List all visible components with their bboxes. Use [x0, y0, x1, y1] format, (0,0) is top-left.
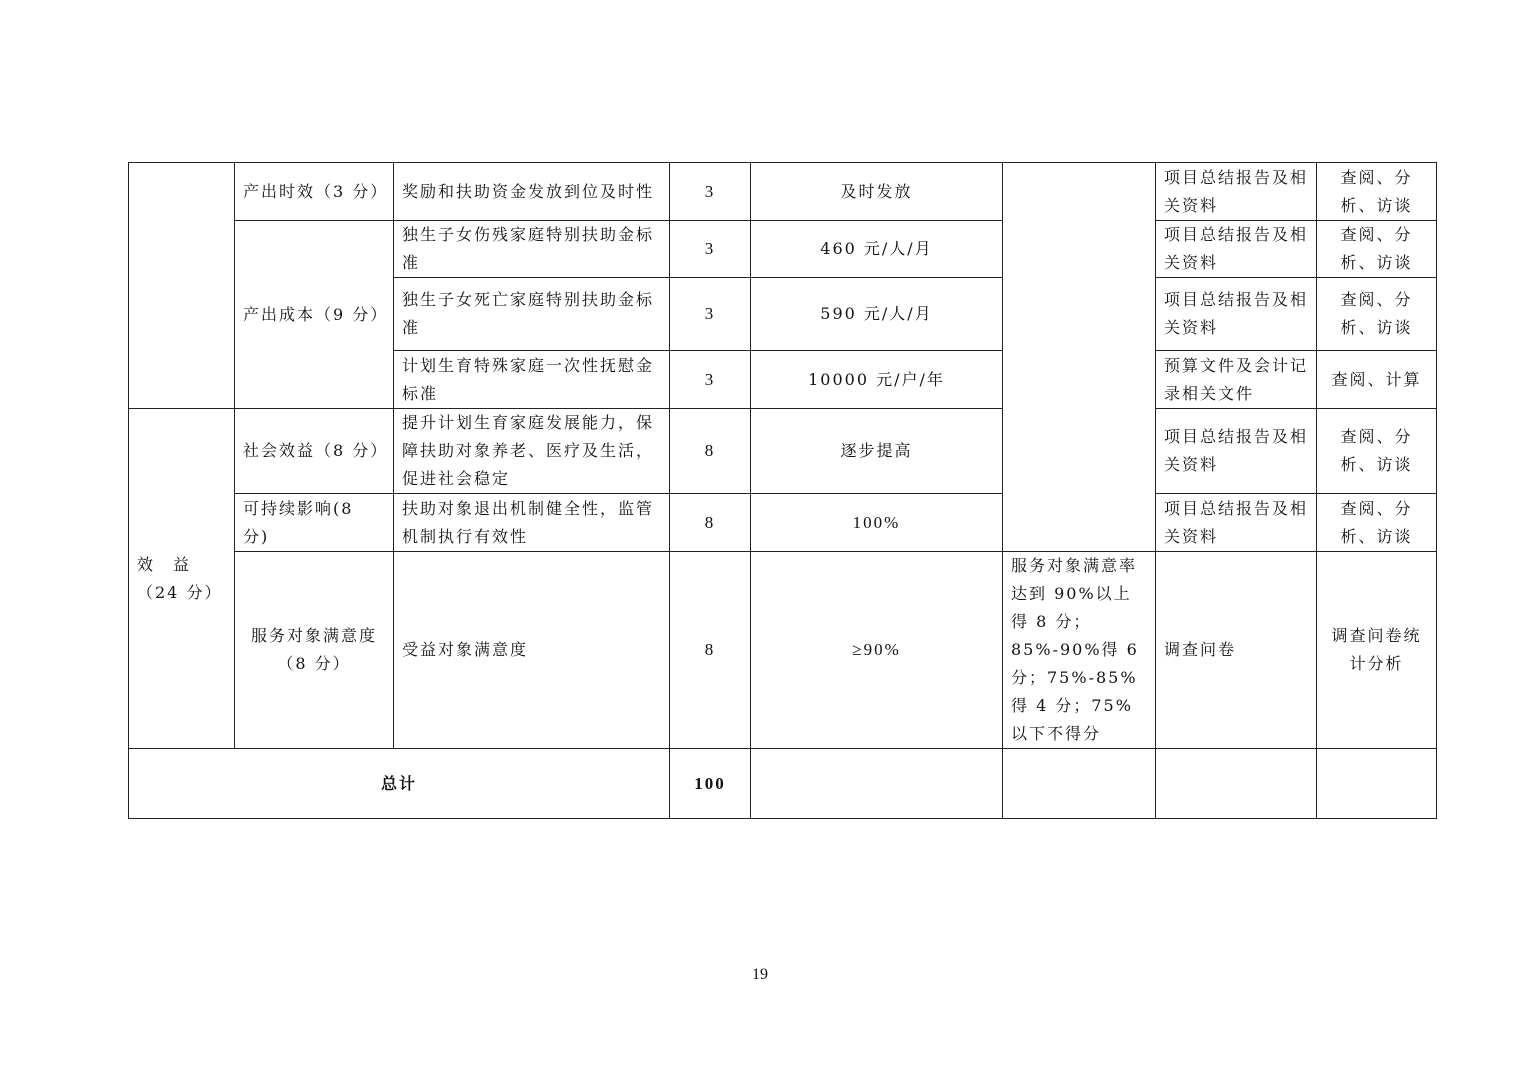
evaluation-method: 查阅、分析、访谈 [1317, 494, 1437, 552]
evidence-source: 预算文件及会计记录相关文件 [1156, 351, 1317, 409]
table-row [129, 552, 1437, 749]
score: 3 [670, 221, 751, 278]
target-value: ≥90% [751, 552, 1003, 749]
evaluation-method: 查阅、计算 [1317, 351, 1437, 409]
evidence-source: 项目总结报告及相关资料 [1156, 494, 1317, 552]
table-row [129, 409, 1437, 494]
indicator-name: 计划生育特殊家庭一次性抚慰金标准 [394, 351, 670, 409]
indicator-name: 扶助对象退出机制健全性，监管机制执行有效性 [394, 494, 670, 552]
tertiary-indicator: 可持续影响(8 分) [235, 494, 394, 552]
evidence-source: 项目总结报告及相关资料 [1156, 221, 1317, 278]
scoring-rule-empty [1003, 163, 1156, 552]
score: 8 [670, 494, 751, 552]
table-row [129, 494, 1437, 552]
empty-cell [1003, 749, 1156, 819]
scoring-rule: 服务对象满意率达到 90%以上得 8 分；85%-90%得 6 分；75%-85%得 4 分；75%以下不得分 [1003, 552, 1156, 749]
target-value: 100% [751, 494, 1003, 552]
evidence-source: 项目总结报告及相关资料 [1156, 409, 1317, 494]
benefit-category: 效 益（24 分） [129, 409, 235, 749]
target-value: 590 元/人/月 [751, 278, 1003, 351]
score: 8 [670, 409, 751, 494]
indicator-name: 独生子女伤残家庭特别扶助金标准 [394, 221, 670, 278]
evaluation-method: 查阅、分析、访谈 [1317, 409, 1437, 494]
score: 3 [670, 351, 751, 409]
score: 3 [670, 278, 751, 351]
tertiary-indicator: 服务对象满意度（8 分） [235, 552, 394, 749]
tertiary-indicator: 产出成本（9 分） [235, 221, 394, 409]
page-number: 19 [752, 966, 768, 983]
empty-cell [751, 749, 1003, 819]
tertiary-indicator: 社会效益（8 分） [235, 409, 394, 494]
score: 3 [670, 163, 751, 221]
evaluation-method: 查阅、分析、访谈 [1317, 221, 1437, 278]
empty-cell [1156, 749, 1317, 819]
total-row [129, 749, 1437, 819]
tertiary-indicator: 产出时效（3 分） [235, 163, 394, 221]
target-value: 460 元/人/月 [751, 221, 1003, 278]
table-row [129, 221, 1437, 278]
target-value: 10000 元/户/年 [751, 351, 1003, 409]
performance-evaluation-table [128, 162, 1437, 819]
indicator-name: 奖励和扶助资金发放到位及时性 [394, 163, 670, 221]
indicator-name: 独生子女死亡家庭特别扶助金标准 [394, 278, 670, 351]
evaluation-method: 查阅、分析、访谈 [1317, 278, 1437, 351]
total-score: 100 [670, 749, 751, 819]
evidence-source: 项目总结报告及相关资料 [1156, 163, 1317, 221]
total-label: 总计 [129, 749, 670, 819]
evidence-source: 项目总结报告及相关资料 [1156, 278, 1317, 351]
evaluation-method: 调查问卷统计分析 [1317, 552, 1437, 749]
target-value: 逐步提高 [751, 409, 1003, 494]
empty-cell [1317, 749, 1437, 819]
table-row [129, 163, 1437, 221]
category-cell-empty [129, 163, 235, 409]
evaluation-method: 查阅、分析、访谈 [1317, 163, 1437, 221]
score: 8 [670, 552, 751, 749]
indicator-name: 提升计划生育家庭发展能力，保障扶助对象养老、医疗及生活，促进社会稳定 [394, 409, 670, 494]
evidence-source: 调查问卷 [1156, 552, 1317, 749]
target-value: 及时发放 [751, 163, 1003, 221]
indicator-name: 受益对象满意度 [394, 552, 670, 749]
